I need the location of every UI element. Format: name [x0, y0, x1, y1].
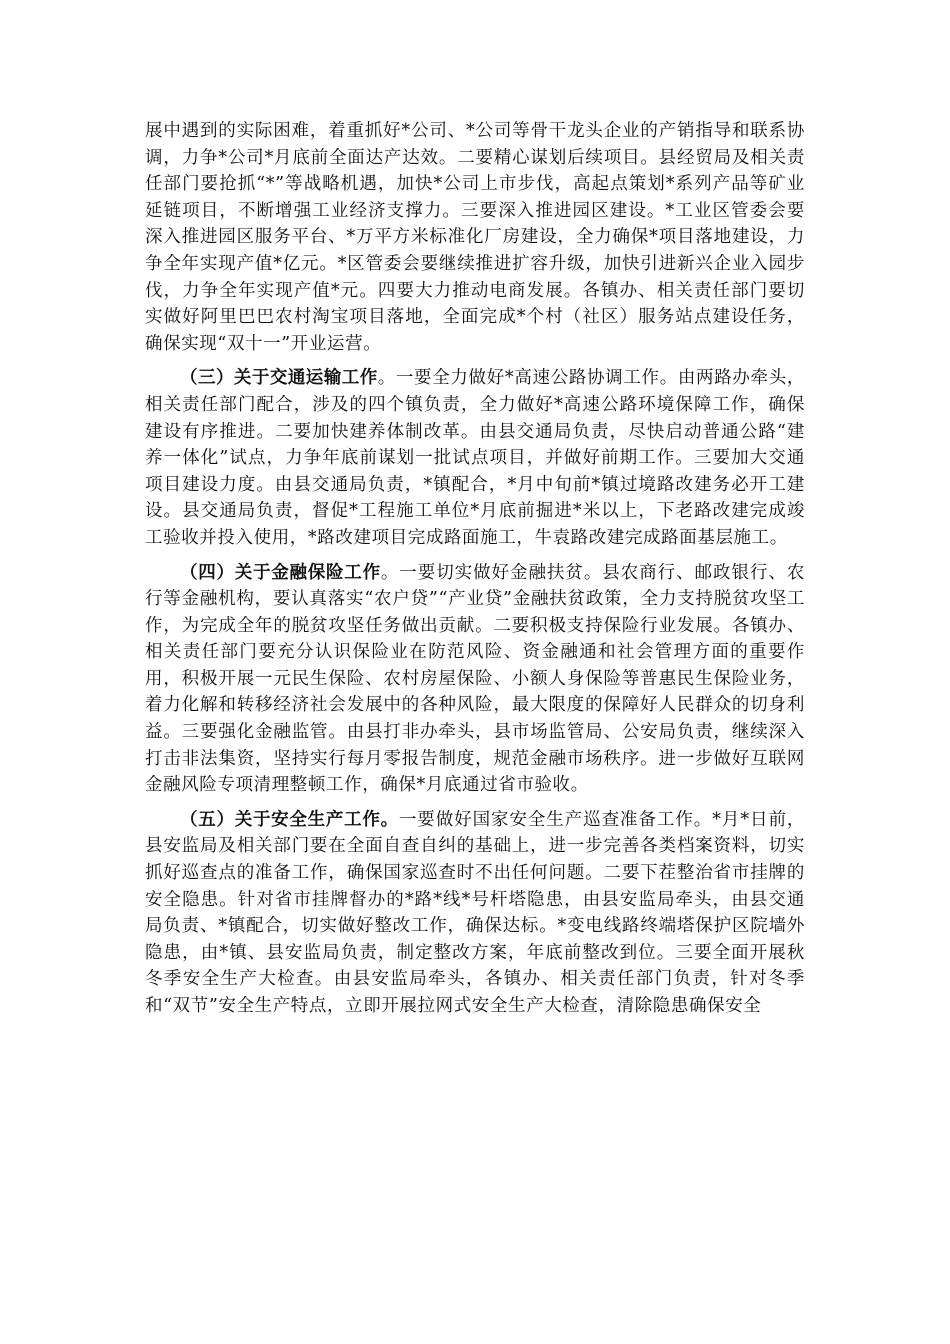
- paragraph-body: 一要做好国家安全生产巡查准备工作。*月*日前，县安监局及相关部门要在全面自查自纠的基础上，进一步完善各类档案资料，切实抓好巡查点的准备工作，确保国家巡查时不出任何问题。二要下茬整治省市挂牌的安全隐患。针对省市挂牌督办的*路*线*号杆塔隐患，由县安监局牵头，由县交通局负责、*镇配合，切实做好整改工作，确保达标。*变电线路终端塔保护区院墙外隐患，由*镇、县安监局负责，制定整改方案，年底前整改到位。三要全面开展秋冬季安全生产大检查。由县安监局牵头，各镇办、相关责任部门负责，针对冬季和“双节”安全生产特点，立即开展拉网式安全生产大检查，清除隐患确保安全: [145, 809, 805, 1016]
- paragraph-finance: [145, 560, 805, 799]
- section-heading-safety: （五）关于安全生产工作。: [180, 809, 399, 830]
- paragraph-transport: [145, 365, 805, 551]
- paragraph-body: 。一要切实做好金融扶贫。县农商行、邮政银行、农行等金融机构，要认真落实“农户贷”“产业贷”金融扶贫政策，全力支持脱贫攻坚工作，为完成全年的脱贫攻坚任务做出贡献。二要积极支持保险行业发展。各镇办、相关责任部门要充分认识保险业在防范风险、资金融通和社会管理方面的重要作用，积极开展一元民生保险、农村房屋保险、小额人身保险等普惠民生保险业务，着力化解和转移经济社会发展中的各种风险，最大限度的保障好人民群众的切身利益。三要强化金融监管。由县打非办牵头，县市场监管局、公安局负责，继续深入打击非法集资，坚持实行每月零报告制度，规范金融市场秩序。进一步做好互联网金融风险专项清理整顿工作，确保*月底通过省市验收。: [145, 562, 805, 796]
- paragraph-body: 。一要全力做好*高速公路协调工作。由两路办牵头，相关责任部门配合，涉及的四个镇负责，全力做好*高速公路环境保障工作，确保建设有序推进。二要加快建养体制改革。由县交通局负责，尽快启动普通公路“建养一体化”试点，力争年底前谋划一批试点项目，并做好前期工作。三要加大交通项目建设力度。由县交通局负责，*镇配合，*月中旬前*镇过境路改建务必开工建设。县交通局负责，督促*工程施工单位*月底前掘进*米以上，下老路改建完成竣工验收并投入使用，*路改建项目完成路面施工，牛袁路改建完成路面基层施工。: [145, 368, 806, 548]
- section-heading-finance: （四）关于金融保险工作: [180, 562, 381, 583]
- section-heading-transport: （三）关于交通运输工作: [180, 368, 378, 389]
- paragraph-safety: [145, 807, 805, 1020]
- paragraph-industry-continued: [145, 118, 805, 357]
- document-page: [145, 118, 805, 1028]
- paragraph-body: 展中遇到的实际困难，着重抓好*公司、*公司等骨干龙头企业的产销指导和联系协调，力争*公司*月底前全面达产达效。二要精心谋划后续项目。县经贸局及相关责任部门要抢抓“*”等战略机遇，加快*公司上市步伐，高起点策划*系列产品等矿业延链项目，不断增强工业经济支撑力。三要深入推进园区建设。*工业区管委会要深入推进园区服务平台、*万平方米标准化厂房建设，全力确保*项目落地建设，力争全年实现产值*亿元。*区管委会要继续推进扩容升级，加快引进新兴企业入园步伐，力争全年实现产值*元。四要大力推动电商发展。各镇办、相关责任部门要切实做好阿里巴巴农村淘宝项目落地，全面完成*个村（社区）服务站点建设任务，确保实现“双十一”开业运营。: [145, 121, 805, 354]
